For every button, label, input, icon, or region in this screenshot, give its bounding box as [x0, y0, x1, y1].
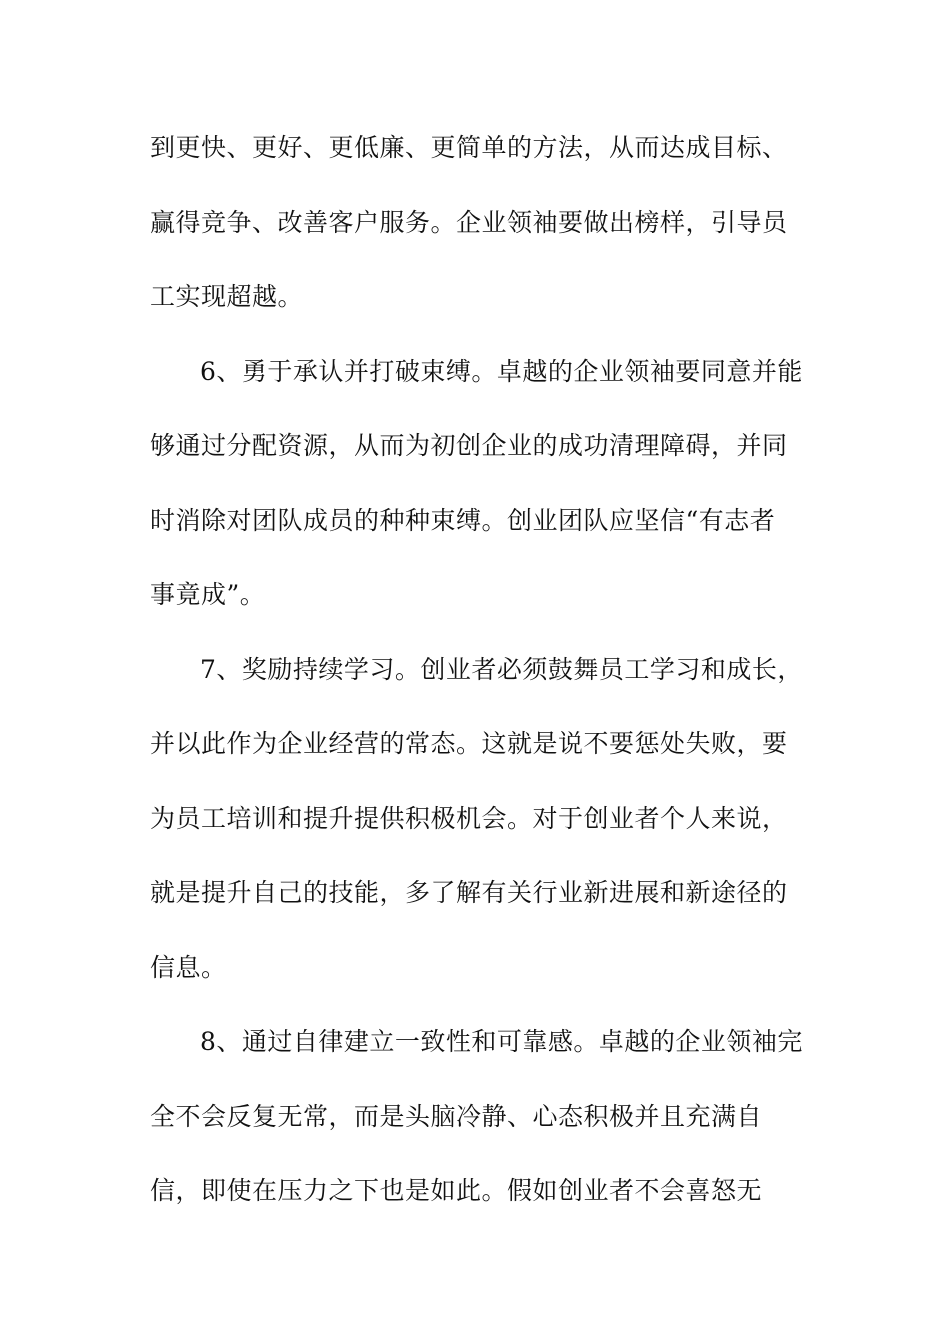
text-line: 到更快、更好、更低廉、更简单的方法，从而达成目标、 [150, 133, 788, 162]
text-line: 并以此作为企业经营的常态。这就是说不要惩处失败，要 [150, 729, 788, 758]
text-line: 全不会反复无常，而是头脑冷静、心态积极并且充满自 [150, 1101, 763, 1131]
paragraph-heading-line: 6、勇于承认并打破束缚。卓越的企业领袖要同意并能 [200, 356, 803, 386]
paragraph-heading-line: 7、奖励持续学习。创业者必须鼓舞员工学习和成长， [200, 654, 803, 684]
paragraph-heading-line: 8、通过自律建立一致性和可靠感。卓越的企业领袖完 [200, 1027, 803, 1056]
text-line: 够通过分配资源，从而为初创企业的成功清理障碍，并同 [150, 431, 788, 460]
text-line: 信息。 [150, 952, 227, 982]
body-text [150, 120, 810, 1238]
text-line: 信，即使在压力之下也是如此。假如创业者不会喜怒无 [150, 1176, 763, 1205]
text-line: 时消除对团队成员的种种束缚。创业团队应坚信“有志者 [150, 505, 776, 535]
text-line: 为员工培训和提升提供积极机会。对于创业者个人来说， [150, 803, 788, 833]
text-line: 事竟成”。 [150, 580, 266, 609]
text-line: 赢得竞争、改善客户服务。企业领袖要做出榜样，引导员 [150, 207, 788, 237]
text-line: 工实现超越。 [150, 282, 304, 311]
text-line: 就是提升自己的技能，多了解有关行业新进展和新途径的 [150, 878, 788, 907]
